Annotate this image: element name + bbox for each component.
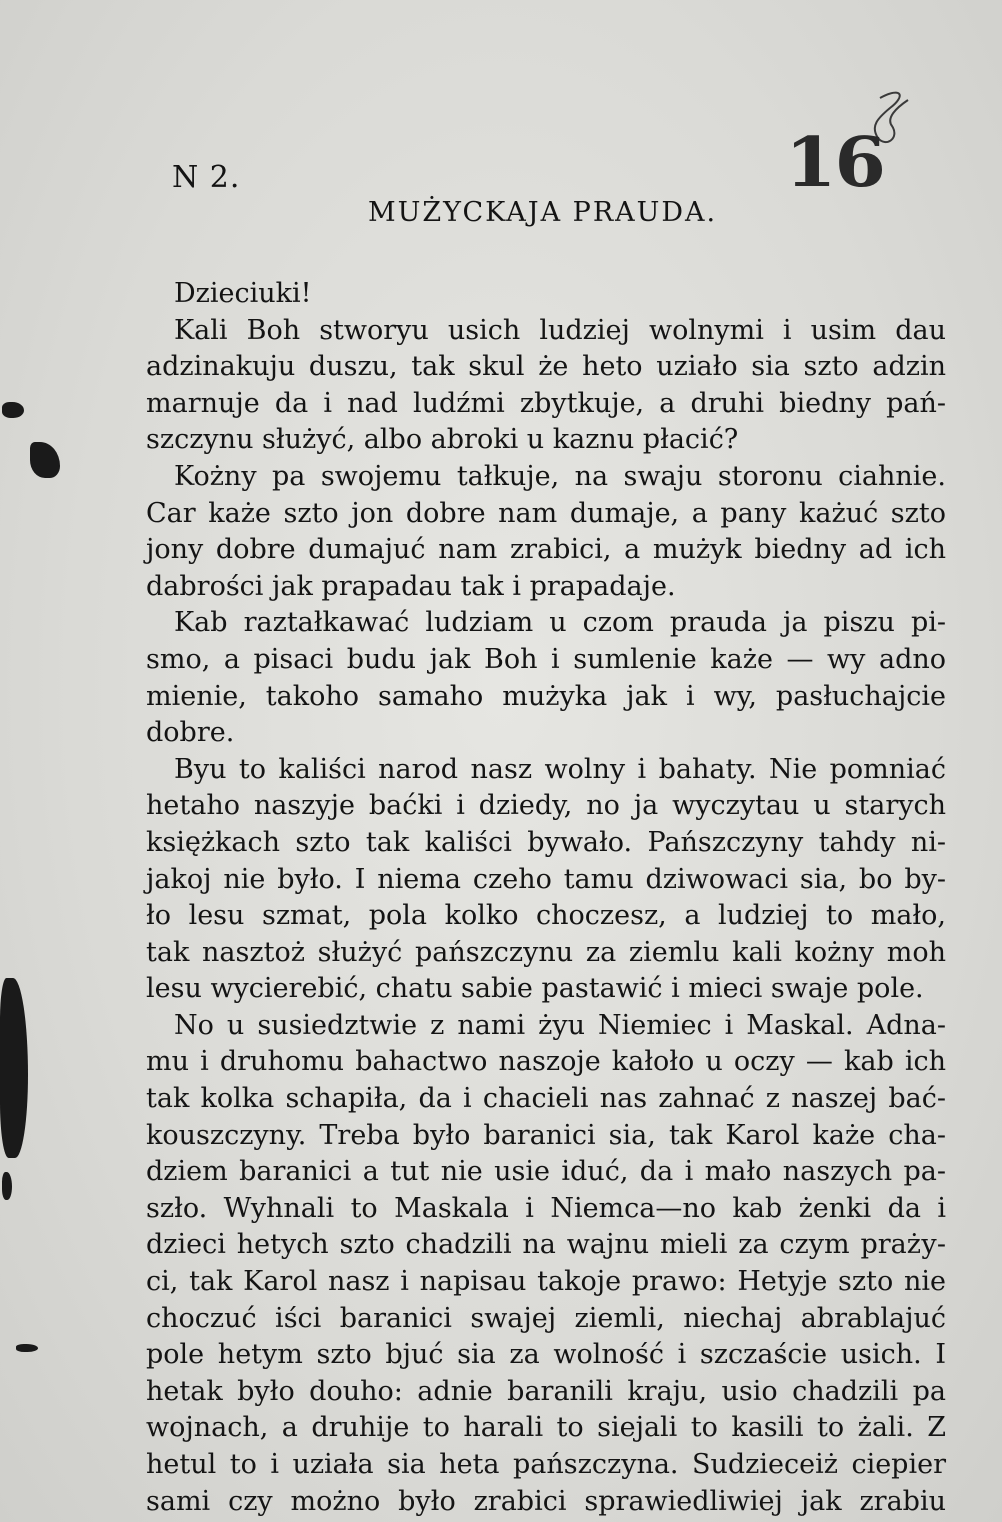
text-line: Dzieciuki! [174,278,312,309]
text-line: dobre. [146,717,235,749]
text-line: marnuje da i nad ludźmi zbytkuje, a druhi biedny pań- [146,387,946,419]
issue-number: N 2. [172,160,241,195]
text-line: mienie, takoho samaho mużyka jak i wy, pasłuchajcie [146,680,946,712]
text-line: Car każe szto jon dobre nam dumaje, a pany każuć szto [146,497,946,529]
text-line: pole hetym szto bjuć sia za wolność i szczaście usich. I [146,1339,946,1371]
text-line: hetul to i uziała sia heta pańszczyna. Sudzieceiż ciepier [146,1449,946,1480]
folio-number: 16 [785,123,884,203]
text-line: adzinakuju duszu, tak skul że heto uziało sia szto adzin [146,351,946,383]
text-line: szczynu służyć, albo abroki u kaznu płacić? [146,424,739,456]
text-line: Kożny pa swojemu tałkuje, na swaju storonu ciahnie. [174,460,946,492]
text-line: lesu wycierebić, chatu sabie pastawić i mieci swaje pole. [146,973,924,1005]
text-line: dziem baranici a tut nie usie iduć, da i mało naszych pa- [146,1156,946,1188]
ink-stain [30,442,60,478]
text-line: smo, a pisaci budu jak Boh i sumlenie każe — wy adno [146,643,946,675]
text-line: mu i druhomu bahactwo naszoje kałoło u oczy — kab ich [146,1046,946,1078]
text-line: sami czy możno było zrabici sprawiedliwiej jak zrabiu [146,1485,946,1517]
text-line: Kali Boh stworyu usich ludziej wolnymi i usim dau [174,314,946,346]
text-line: kouszczyny. Treba było baranici sia, tak Karol każe cha- [146,1119,946,1151]
ink-stain [2,1172,12,1200]
text-line: ci, tak Karol nasz i napisau takoje prawo: Hetyje szto nie [146,1266,946,1298]
text-line: księżkach szto tak kaliści bywało. Pańszczyny tahdy ni- [146,826,946,858]
text-line: hetaho naszyje baćki i dziedy, no ja wyczytau u starych [146,790,946,822]
text-line: Byu to kaliści narod nasz wolny i bahaty. Nie pomniać [174,753,946,785]
page-title: MUŻYCKAJA PRAUDA. [368,197,718,228]
text-line: wojnach, a druhije to harali to siejali to kasili to żali. Z [146,1412,946,1444]
text-line: tak nasztoż służyć pańszczynu za ziemlu kali kożny moh [146,936,946,968]
text-line: tak kolka schapiła, da i chacieli nas zahnać z naszej bać- [146,1083,946,1115]
text-line: hetak było douho: adnie baranili kraju, usio chadzili pa [146,1375,946,1407]
text-line: No u susiedztwie z nami żyu Niemiec i Maskal. Adna- [174,1009,946,1041]
text-line: dzieci hetych szto chadzili na wajnu mieli za czym prażу- [146,1229,946,1261]
text-line: Kab raztałkawać ludziam u czom prauda ja piszu pi- [174,607,946,639]
text-line: ło lesu szmat, pola kolko choczesz, a ludziej to mało, [146,900,946,932]
ink-stain [2,402,24,418]
ink-stain [16,1344,38,1352]
text-line: jakoj nie było. I niema czeho tamu dziwowaci sia, bo by- [146,863,946,895]
body-text [146,276,946,1520]
text-line: szło. Wyhnali to Maskala i Niemca—no kab żenki da i [146,1192,946,1224]
text-line: dabrości jak prapadau tak i prapadaje. [146,570,676,602]
text-line: choczuć iści baranici swajej ziemli, niechaj abrablajuć [146,1302,946,1334]
text-line: jony dobre dumajuć nam zrabici, a mużyk biedny ad ich [146,534,946,566]
ink-stain [0,978,28,1158]
